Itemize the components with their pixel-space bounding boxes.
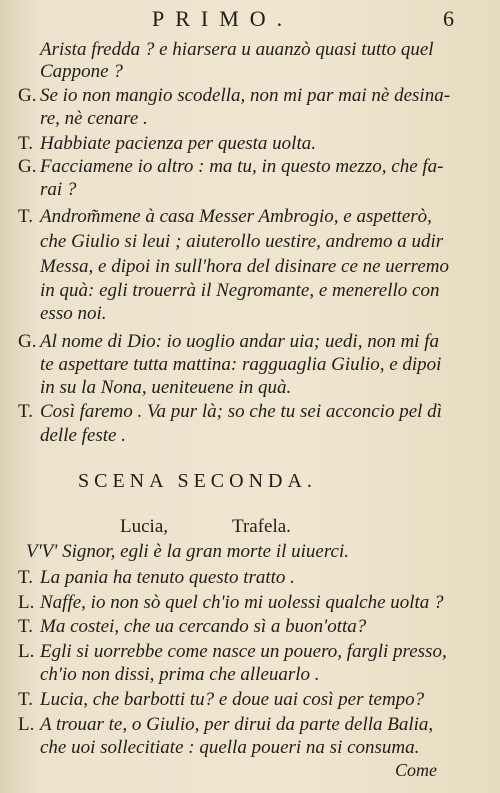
scene-heading: SCENA SECONDA. <box>78 470 317 492</box>
running-head: PRIMO. <box>152 6 294 31</box>
cast-name: Trafela. <box>232 516 291 537</box>
cast-name: Lucia, <box>120 516 169 537</box>
page-header <box>0 6 500 36</box>
page-number: 6 <box>443 6 454 31</box>
catchword: Come <box>395 760 437 780</box>
book-page: PRIMO. 6 Arista fredda ? e hiarsera u auanzò quasi tutto quel Cappone ? G. Se io non mangio scodella, non mi par mai nè desina- re, nè cenare . T. Habbiate pacienza per questa uolta. G. Facciamene io altro : ma tu, in questo mezzo, che fa- rai ? T. Androm̃mene à casa Messer Ambrogio, e aspetterò, che Giulio si leui ; aiuterollo uestire, andremo a udir Messa, e dipoi in sull'hora del disinare ce ne uerremo in quà: egli trouerrà il Negromante, e menerello con esso noi. G. Al nome di Dio: io uoglio andar uia; uedi, non mi fa te aspettare tutta mattina: ragguaglia Giulio, e dipoi in su la Nona, ueniteuene in quà. T. Così faremo . Va pur là; so che tu sei acconcio pel dì delle feste . SCENA SECONDA. Lucia, Trafela. V'V' Signor, egli è la gran morte il uiuerci. T. La pania ha tenuto questo tratto . L. Naffe, io non sò quel ch'io mi uolessi qualche uolta ? T. Ma costei, che ua cercando sì a buon'otta? L. Egli si uorrebbe come nasce un pouero, fargli presso, ch'io non dissi, prima che alleuarlo . T. Lucia, che barbotti tu? e doue uai così per tempo? L. A trouar te, o Giulio, per dirui da parte della Balia, che uoi sollecitiate : quella poueri na si consuma. Come <box>0 0 500 793</box>
